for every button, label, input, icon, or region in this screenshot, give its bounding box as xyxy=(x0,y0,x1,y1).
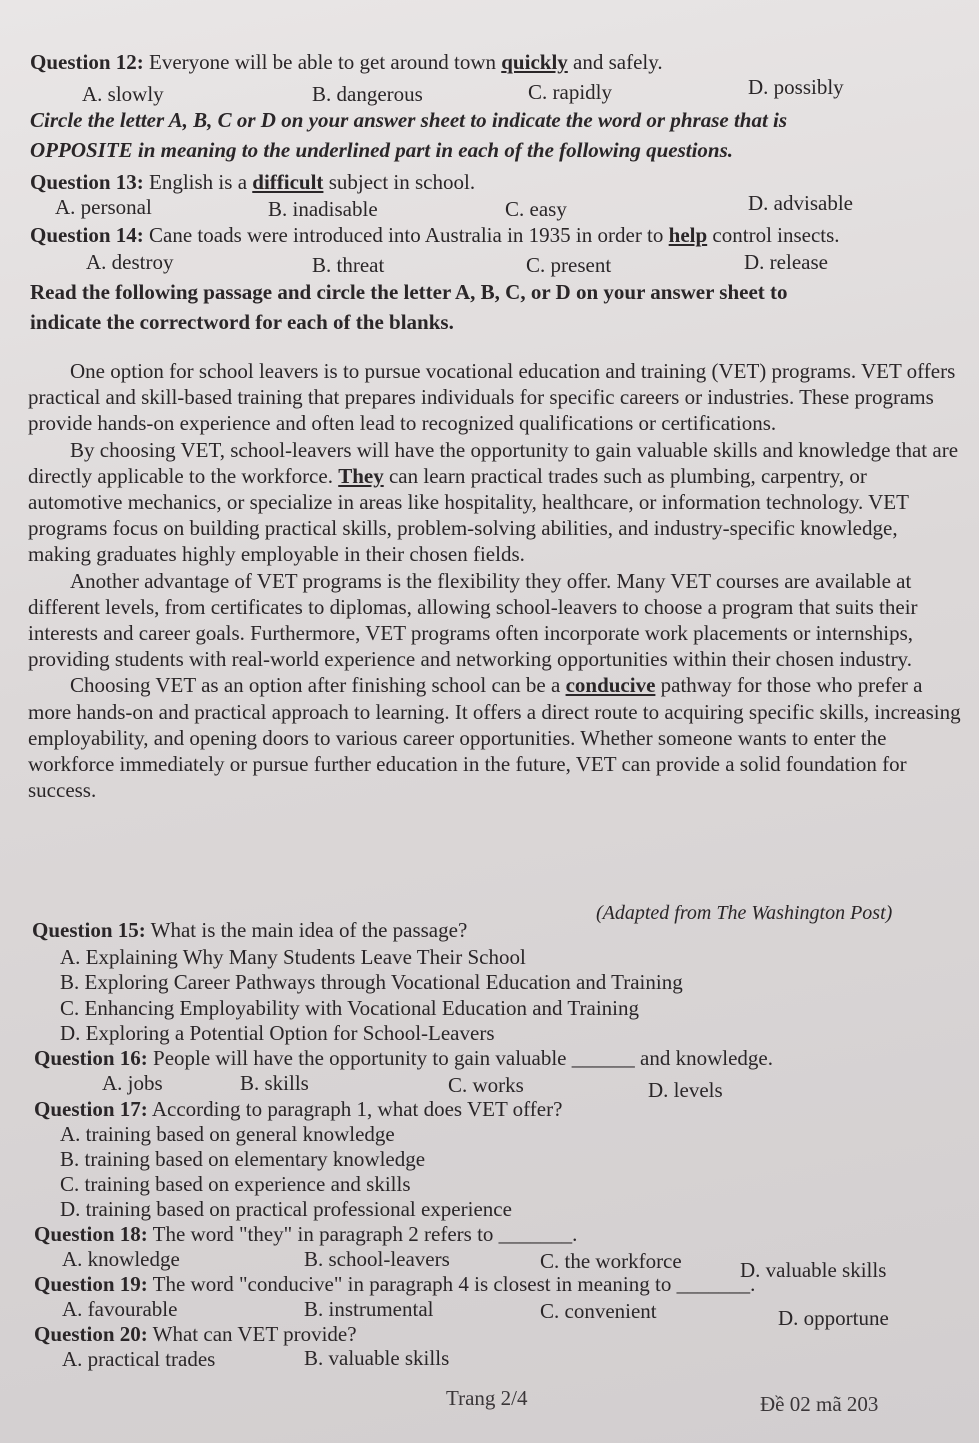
instruction-line: OPPOSITE in meaning to the underlined part in each of the following questions. xyxy=(30,138,734,162)
option-a: A. destroy xyxy=(86,250,174,274)
question-label: Question 20: xyxy=(34,1322,148,1346)
answer-blank: _______. xyxy=(676,1272,756,1296)
question-14 xyxy=(30,223,840,247)
answer-blank: _______. xyxy=(498,1222,578,1246)
question-text: Cane toads were introduced into Australia in 1935 in order to xyxy=(149,223,664,247)
page-number: Trang 2/4 xyxy=(446,1386,528,1410)
question-text: What can VET provide? xyxy=(152,1322,357,1346)
option-b: B. Exploring Career Pathways through Vocational Education and Training xyxy=(60,970,683,994)
question-label: Question 16: xyxy=(34,1046,148,1070)
exam-code: Đề 02 mã 203 xyxy=(760,1392,879,1416)
option-a: A. knowledge xyxy=(62,1247,180,1271)
question-15 xyxy=(32,918,467,942)
reading-passage xyxy=(28,358,963,803)
question-text: The word "conducive" in paragraph 4 is closest in meaning to xyxy=(152,1272,672,1296)
question-text: and knowledge. xyxy=(640,1046,773,1070)
option-d: D. valuable skills xyxy=(740,1258,887,1282)
option-a: A. slowly xyxy=(82,82,164,106)
question-label: Question 13: xyxy=(30,170,144,194)
option-a: A. training based on general knowledge xyxy=(60,1122,395,1146)
question-label: Question 18: xyxy=(34,1222,148,1246)
question-17 xyxy=(34,1097,562,1121)
passage-paragraph-1: One option for school leavers is to pursue vocational education and training (VET) programs. VET offers practical and skill-based training that prepares individuals for specific careers or industries. These programs provide hands-on experience and often lead to recognized qualifications or certifications. xyxy=(28,359,956,436)
underlined-word: quickly xyxy=(501,50,568,74)
question-text: According to paragraph 1, what does VET offer? xyxy=(151,1097,563,1121)
instruction-line: Circle the letter A, B, C or D on your answer sheet to indicate the word or phrase that is xyxy=(30,108,788,132)
passage-source: (Adapted from The Washington Post) xyxy=(596,902,893,924)
underlined-word: help xyxy=(668,223,708,247)
question-text: What is the main idea of the passage? xyxy=(150,918,468,942)
underlined-word: conducive xyxy=(565,673,656,698)
option-a: A. favourable xyxy=(62,1297,178,1321)
option-a: A. Explaining Why Many Students Leave Their School xyxy=(60,945,526,969)
question-text: English is a xyxy=(149,170,248,194)
question-12 xyxy=(30,50,663,74)
option-d: D. advisable xyxy=(748,191,853,215)
option-c: C. easy xyxy=(505,197,567,221)
option-d: D. release xyxy=(744,250,828,274)
question-text: subject in school. xyxy=(328,170,476,194)
question-13 xyxy=(30,170,475,194)
question-16 xyxy=(34,1046,773,1070)
underlined-word: difficult xyxy=(252,170,324,194)
option-a: A. practical trades xyxy=(62,1347,216,1371)
question-label: Question 12: xyxy=(30,50,144,74)
option-d: D. Exploring a Potential Option for School-Leavers xyxy=(60,1021,495,1045)
question-text: The word "they" in paragraph 2 refers to xyxy=(152,1222,494,1246)
option-d: D. opportune xyxy=(778,1306,889,1330)
option-b: B. instrumental xyxy=(304,1297,434,1321)
option-b: B. school-leavers xyxy=(304,1247,450,1271)
question-20 xyxy=(34,1322,357,1346)
option-c: C. convenient xyxy=(540,1299,657,1323)
underlined-word: They xyxy=(338,463,384,488)
option-a: A. personal xyxy=(55,195,152,219)
option-b: B. inadisable xyxy=(268,197,378,221)
passage-paragraph-4: Choosing VET as an option after finishing school can be a conducive pathway for those who prefer a more hands-on and practical approach to learning. It offers a direct route to acquiring specific skills, increasing employability, and opening doors to various career opportunities. Whether someone wants to enter the workforce immediately or pursue further education in the future, VET can provide a solid foundation for success. xyxy=(28,673,961,803)
option-b: B. dangerous xyxy=(312,82,423,106)
option-b: B. skills xyxy=(240,1071,309,1095)
instruction-line: indicate the correctword for each of the blanks. xyxy=(30,310,454,334)
option-c: C. rapidly xyxy=(528,80,612,104)
question-18 xyxy=(34,1222,577,1246)
option-c: C. present xyxy=(526,253,612,277)
instruction-line: Read the following passage and circle the letter A, B, C, or D on your answer sheet to xyxy=(30,280,788,304)
question-19 xyxy=(34,1272,755,1296)
option-d: D. possibly xyxy=(748,75,844,99)
question-text: Everyone will be able to get around town xyxy=(149,50,496,74)
question-text: control insects. xyxy=(712,223,840,247)
question-text: and safely. xyxy=(573,50,663,74)
option-c: C. the workforce xyxy=(540,1249,682,1273)
option-c: C. Enhancing Employability with Vocational Education and Training xyxy=(60,996,639,1020)
question-label: Question 17: xyxy=(34,1097,148,1121)
option-b: B. threat xyxy=(312,253,385,277)
passage-paragraph-3: Another advantage of VET programs is the flexibility they offer. Many VET courses are available at different levels, from certificates to diplomas, allowing school-leavers to choose a program that suits their interests and career goals. Furthermore, VET programs often incorporate work placements or internships, providing students with real-world experience and networking opportunities within their chosen industry. xyxy=(28,568,918,672)
option-d: D. training based on practical professional experience xyxy=(60,1197,512,1221)
passage-paragraph-2: By choosing VET, school-leavers will have the opportunity to gain valuable skills and knowledge that are directly applicable to the workforce. They can learn practical trades such as plumbing, carpentry, or automotive mechanics, or specialize in areas like hospitality, healthcare, or information technology. VET programs focus on building practical skills, problem-solving abilities, and industry-specific knowledge, making graduates highly employable in their chosen fields. xyxy=(28,437,959,567)
option-b: B. training based on elementary knowledge xyxy=(60,1147,426,1171)
answer-blank: ______ xyxy=(571,1046,635,1070)
option-d: D. levels xyxy=(648,1078,723,1102)
question-label: Question 15: xyxy=(32,918,146,942)
option-c: C. works xyxy=(448,1073,524,1097)
option-b: B. valuable skills xyxy=(304,1346,450,1370)
option-c: C. training based on experience and skills xyxy=(60,1172,411,1196)
question-label: Question 14: xyxy=(30,223,144,247)
option-a: A. jobs xyxy=(102,1071,163,1095)
question-text: People will have the opportunity to gain valuable xyxy=(153,1046,567,1070)
question-label: Question 19: xyxy=(34,1272,148,1296)
